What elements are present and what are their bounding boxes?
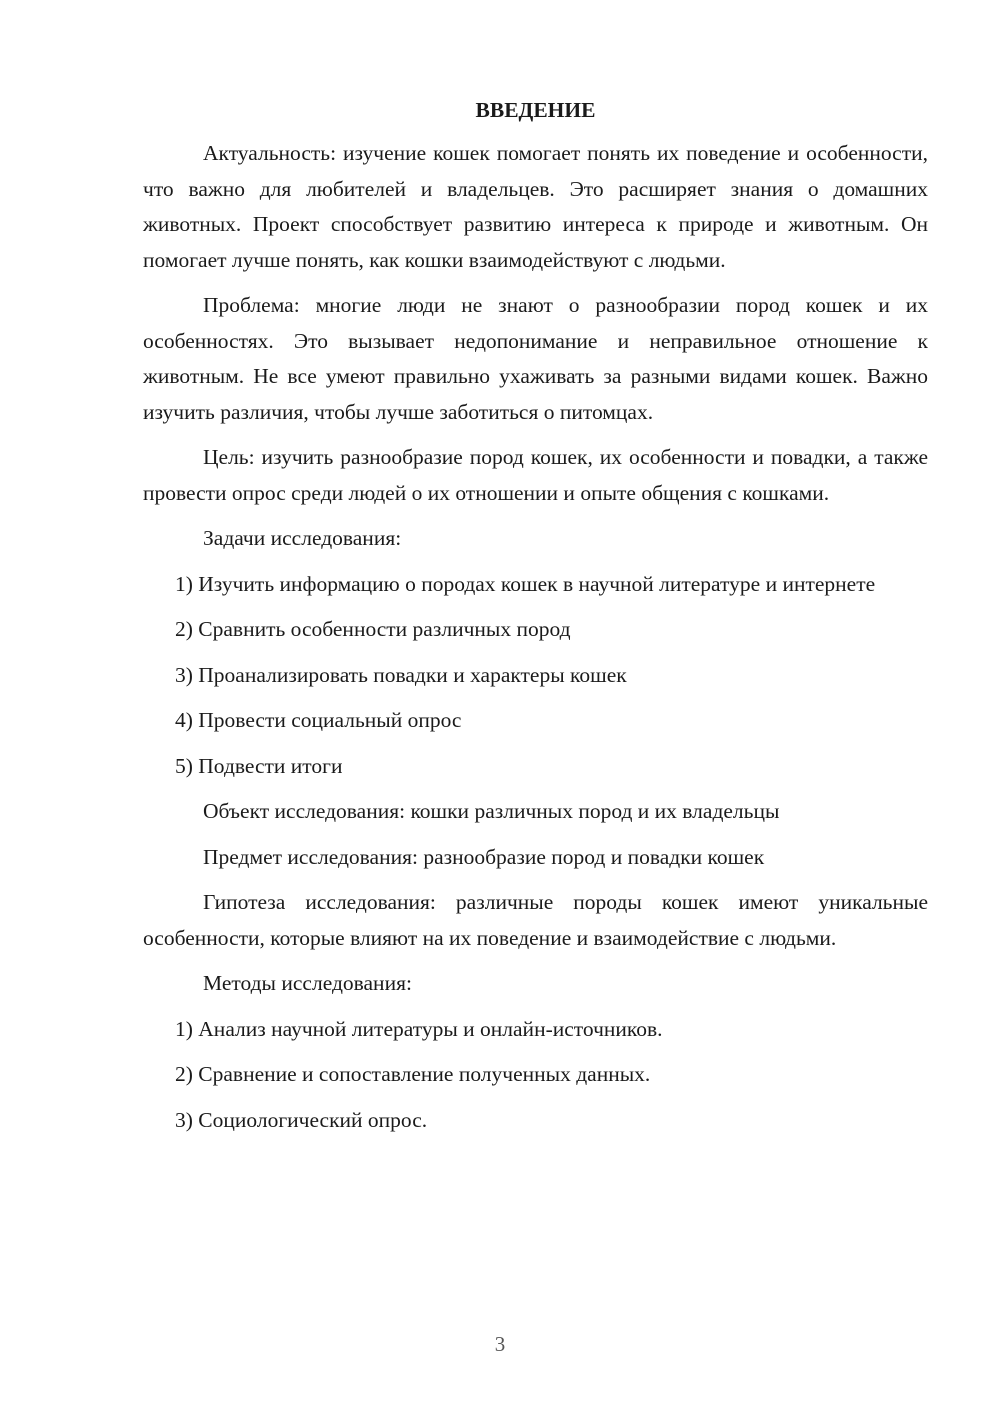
page-title: ВВЕДЕНИЕ <box>475 98 596 122</box>
task-item: 2) Сравнить особенности различных пород <box>175 617 571 641</box>
goal-paragraph: Цель: изучить разнообразие пород кошек, их особенности и повадки, а также провести опрос среди людей о их отношении и опыте общения с кошками. <box>143 445 928 505</box>
relevance-paragraph: Актуальность: изучение кошек помогает понять их поведение и особенности, что важно для любителей и владельцев. Это расширяет знания о домашних животных. Проект способствует развитию интереса к природе и животным. Он помогает лучше понять, как кошки взаимодействуют с людьми. <box>143 141 928 272</box>
tasks-heading: Задачи исследования: <box>203 526 402 550</box>
problem-paragraph: Проблема: многие люди не знают о разнообразии пород кошек и их особенностях. Это вызывает недопонимание и неправильное отношение к животным. Не все умеют правильно ухаживать за разными видами кошек. Важно изучить различия, чтобы лучше заботиться о питомцах. <box>143 293 928 424</box>
task-item: 5) Подвести итоги <box>175 753 343 778</box>
tasks-list <box>143 567 928 785</box>
methods-heading: Методы исследования: <box>203 971 412 995</box>
subject-line: Предмет исследования: разнообразие пород и повадки кошек <box>203 844 765 869</box>
task-item: 3) Проанализировать повадки и характеры кошек <box>175 662 627 687</box>
hypothesis-paragraph: Гипотеза исследования: различные породы кошек имеют уникальные особенности, которые влияют на их поведение и взаимодействие с людьми. <box>143 890 928 950</box>
document-page <box>143 90 928 1148</box>
object-line: Объект исследования: кошки различных пород и их владельцы <box>203 799 780 823</box>
method-item: 1) Анализ научной литературы и онлайн-источников. <box>175 1016 663 1041</box>
task-item: 4) Провести социальный опрос <box>175 708 462 732</box>
task-item: 1) Изучить информацию о породах кошек в научной литературе и интернете <box>175 571 876 596</box>
method-item: 3) Социологический опрос. <box>175 1107 428 1132</box>
methods-list <box>143 1012 928 1139</box>
page-number: 3 <box>494 1332 506 1356</box>
method-item: 2) Сравнение и сопоставление полученных данных. <box>175 1062 651 1086</box>
